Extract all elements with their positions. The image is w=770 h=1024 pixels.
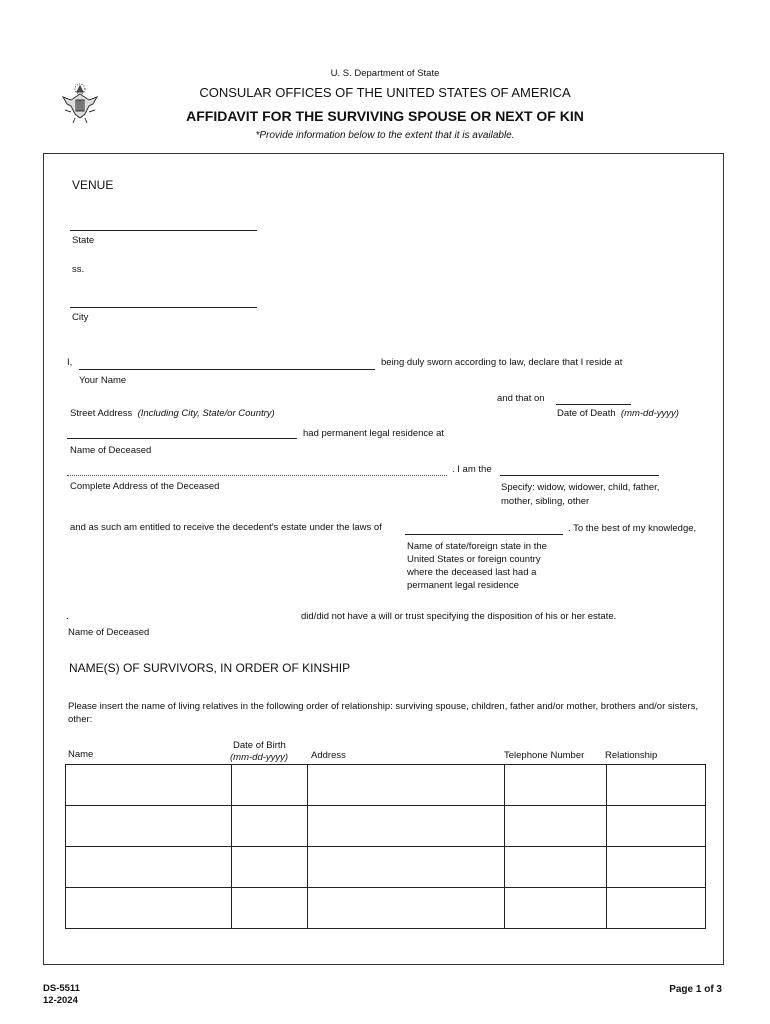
survivor-dob-input[interactable] — [232, 806, 307, 846]
col-address-header: Address — [311, 750, 346, 761]
survivor-address-input[interactable] — [308, 806, 504, 846]
complete-address-label: Complete Address of the Deceased — [70, 481, 220, 492]
street-address-input[interactable] — [67, 392, 487, 404]
survivor-telephone-input[interactable] — [505, 765, 606, 805]
survivor-relationship-input[interactable] — [607, 765, 705, 805]
page-number: Page 1 of 3 — [669, 984, 722, 995]
your-name-input[interactable] — [79, 357, 375, 370]
survivors-table — [65, 764, 706, 929]
survivor-dob-input[interactable] — [232, 765, 307, 805]
survivors-instructions: Please insert the name of living relatives in the following order of relationship: surviving spouse, children, father and/or mother, brothers and/or sisters, other: — [68, 701, 698, 725]
col-dob-hint: (mm-dd-yyyy) — [230, 752, 289, 763]
survivor-name-input[interactable] — [66, 765, 231, 805]
survivor-telephone-input[interactable] — [505, 806, 606, 846]
sworn-text: being duly sworn according to law, declare that I reside at — [381, 357, 623, 368]
ss-label: ss. — [72, 264, 85, 275]
page-title: AFFIDAVIT FOR THE SURVIVING SPOUSE OR NEXT OF KIN — [186, 108, 584, 124]
deceased-address-input[interactable] — [67, 463, 447, 476]
col-dob-header: Date of Birth — [233, 740, 286, 751]
page-subtitle: *Provide information below to the extent that it is available. — [255, 130, 515, 141]
street-address-label: Street Address (Including City, State/or Country) — [70, 408, 275, 419]
survivor-relationship-input[interactable] — [607, 847, 705, 887]
date-of-death-input[interactable] — [556, 392, 631, 405]
survivor-name-input[interactable] — [66, 806, 231, 846]
city-input[interactable] — [70, 295, 257, 308]
survivor-relationship-input[interactable] — [607, 806, 705, 846]
survivor-address-input[interactable] — [308, 847, 504, 887]
i-label: I, — [67, 357, 73, 368]
specify-hint-line-1: Specify: widow, widower, child, father, — [501, 482, 660, 493]
col-name-header: Name — [68, 749, 94, 760]
governing-state-input[interactable] — [405, 522, 563, 535]
survivors-heading: NAME(S) OF SURVIVORS, IN ORDER OF KINSHIP — [69, 661, 351, 675]
table-row — [66, 765, 706, 806]
survivor-name-input[interactable] — [66, 847, 231, 887]
will-text: did/did not have a will or trust specifying the disposition of his or her estate. — [301, 611, 617, 622]
survivor-address-input[interactable] — [308, 765, 504, 805]
state-note-line-4: permanent legal residence — [407, 580, 519, 591]
entitled-text: and as such am entitled to receive the decedent's estate under the laws of — [70, 522, 382, 533]
city-label: City — [72, 312, 89, 323]
deceased-name-input[interactable] — [67, 426, 297, 439]
name-of-deceased-label-2: Name of Deceased — [68, 627, 150, 638]
name-of-deceased-label: Name of Deceased — [70, 445, 152, 456]
survivor-telephone-input[interactable] — [505, 847, 606, 887]
deceased-name-input-2[interactable] — [70, 610, 295, 622]
survivor-address-input[interactable] — [308, 888, 504, 928]
department-name: U. S. Department of State — [330, 68, 440, 79]
table-row — [66, 847, 706, 888]
relationship-input[interactable] — [500, 463, 659, 476]
and-that-on-text: and that on — [497, 393, 545, 404]
state-note-line-3: where the deceased last had a — [407, 567, 537, 578]
form-date: 12-2024 — [43, 995, 78, 1006]
state-label: State — [72, 235, 95, 246]
your-name-label: Your Name — [79, 375, 127, 386]
form-number: DS-5511 — [43, 983, 80, 994]
survivor-dob-input[interactable] — [232, 888, 307, 928]
survivor-relationship-input[interactable] — [607, 888, 705, 928]
table-row — [66, 888, 706, 929]
col-telephone-header: Telephone Number — [504, 750, 585, 761]
best-knowledge-text: . To the best of my knowledge, — [568, 523, 697, 534]
i-am-the-text: . I am the — [452, 464, 492, 475]
state-note-line-1: Name of state/foreign state in the — [407, 541, 547, 552]
table-row — [66, 806, 706, 847]
survivor-dob-input[interactable] — [232, 847, 307, 887]
office-name: CONSULAR OFFICES OF THE UNITED STATES OF AMERICA — [199, 85, 571, 100]
survivor-telephone-input[interactable] — [505, 888, 606, 928]
specify-hint-line-2: mother, sibling, other — [501, 496, 590, 507]
state-input[interactable] — [70, 218, 257, 231]
col-relationship-header: Relationship — [605, 750, 658, 761]
permanent-residence-text: had permanent legal residence at — [303, 428, 445, 439]
state-note-line-2: United States or foreign country — [407, 554, 541, 565]
venue-heading: VENUE — [72, 178, 114, 192]
survivor-name-input[interactable] — [66, 888, 231, 928]
deceased-dot: . — [66, 611, 69, 622]
date-of-death-label: Date of Death (mm-dd-yyyy) — [557, 408, 679, 419]
